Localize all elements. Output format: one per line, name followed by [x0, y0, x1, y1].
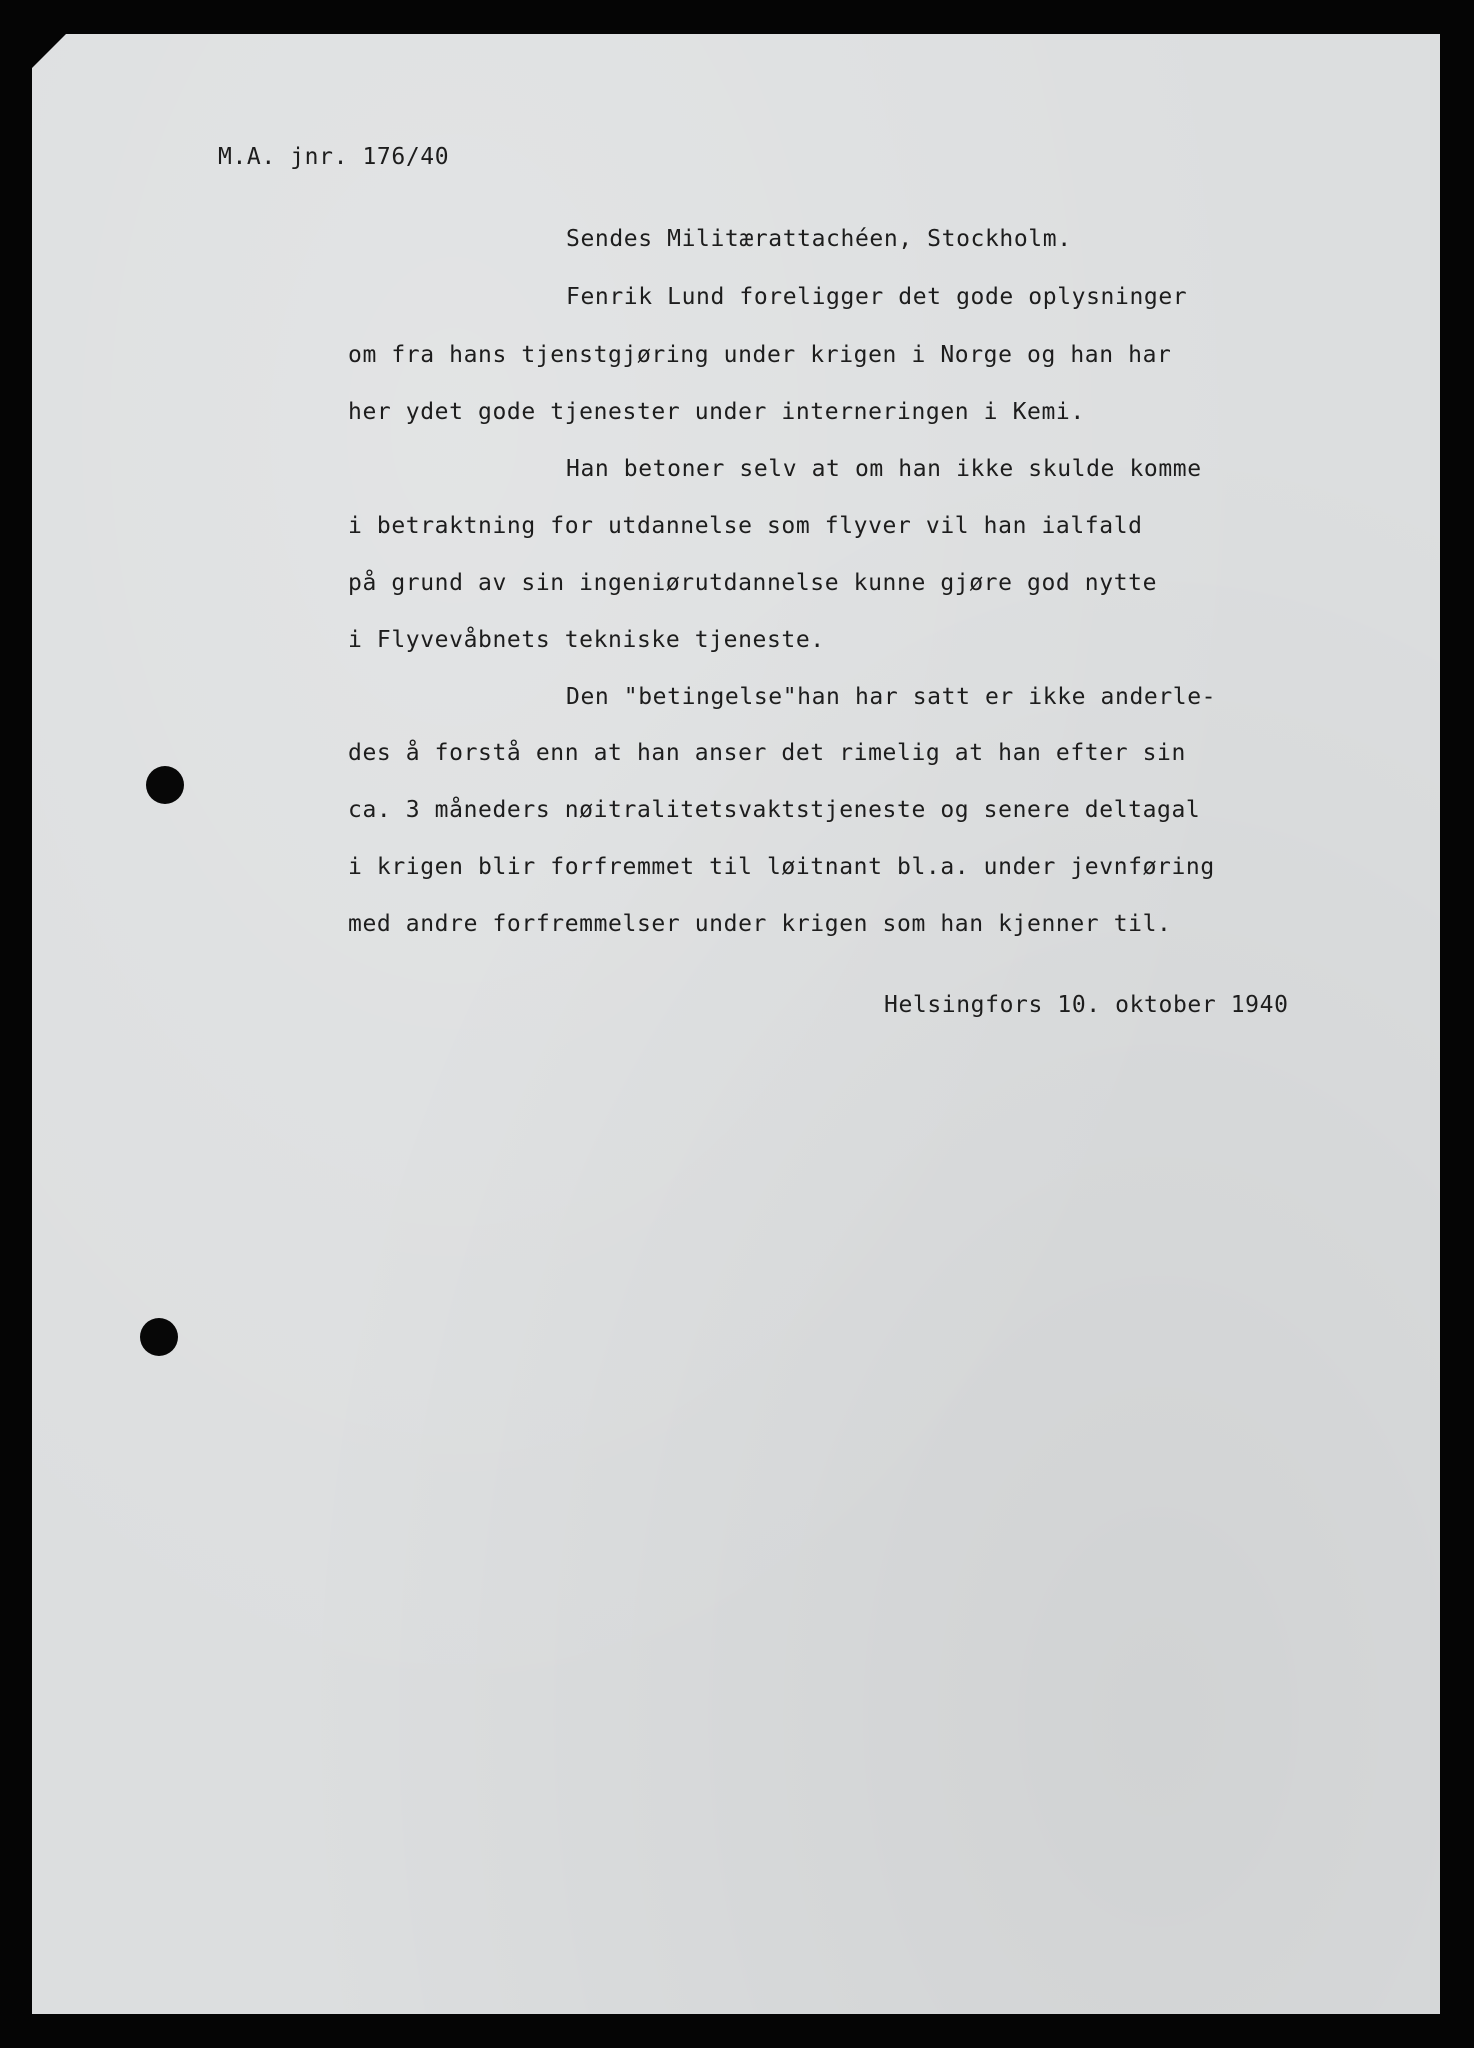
- paragraph-1-line: Fenrik Lund foreligger det gode oplysninger: [566, 284, 1188, 310]
- paragraph-3-line: Den "betingelse"han har satt er ikke anderle-: [566, 684, 1217, 710]
- folded-corner: [32, 34, 66, 68]
- recipient-line: Sendes Militærattachéen, Stockholm.: [566, 226, 1072, 252]
- paragraph-2-line: i betraktning for utdannelse som flyver vil han ialfald: [348, 513, 1143, 539]
- journal-reference: M.A. jnr. 176/40: [218, 144, 450, 170]
- punch-hole: [146, 766, 184, 804]
- document-page: [32, 34, 1440, 2014]
- paragraph-2-line: i Flyvevåbnets tekniske tjeneste.: [348, 627, 825, 653]
- place-and-date: Helsingfors 10. oktober 1940: [884, 992, 1289, 1018]
- paragraph-1-line: her ydet gode tjenester under interneringen i Kemi.: [348, 399, 1085, 425]
- paragraph-3-line: i krigen blir forfremmet til løitnant bl.a. under jevnføring: [348, 854, 1215, 880]
- paragraph-3-line: ca. 3 måneders nøitralitetsvaktstjeneste og senere deltagal: [348, 797, 1201, 823]
- paragraph-2-line: Han betoner selv at om han ikke skulde komme: [566, 456, 1202, 482]
- paragraph-3-line: med andre forfremmelser under krigen som han kjenner til.: [348, 911, 1172, 937]
- punch-hole: [140, 1318, 178, 1356]
- paragraph-3-line: des å forstå enn at han anser det rimelig at han efter sin: [348, 740, 1186, 766]
- paragraph-1-line: om fra hans tjenstgjøring under krigen i Norge og han har: [348, 342, 1172, 368]
- paragraph-2-line: på grund av sin ingeniørutdannelse kunne gjøre god nytte: [348, 570, 1158, 596]
